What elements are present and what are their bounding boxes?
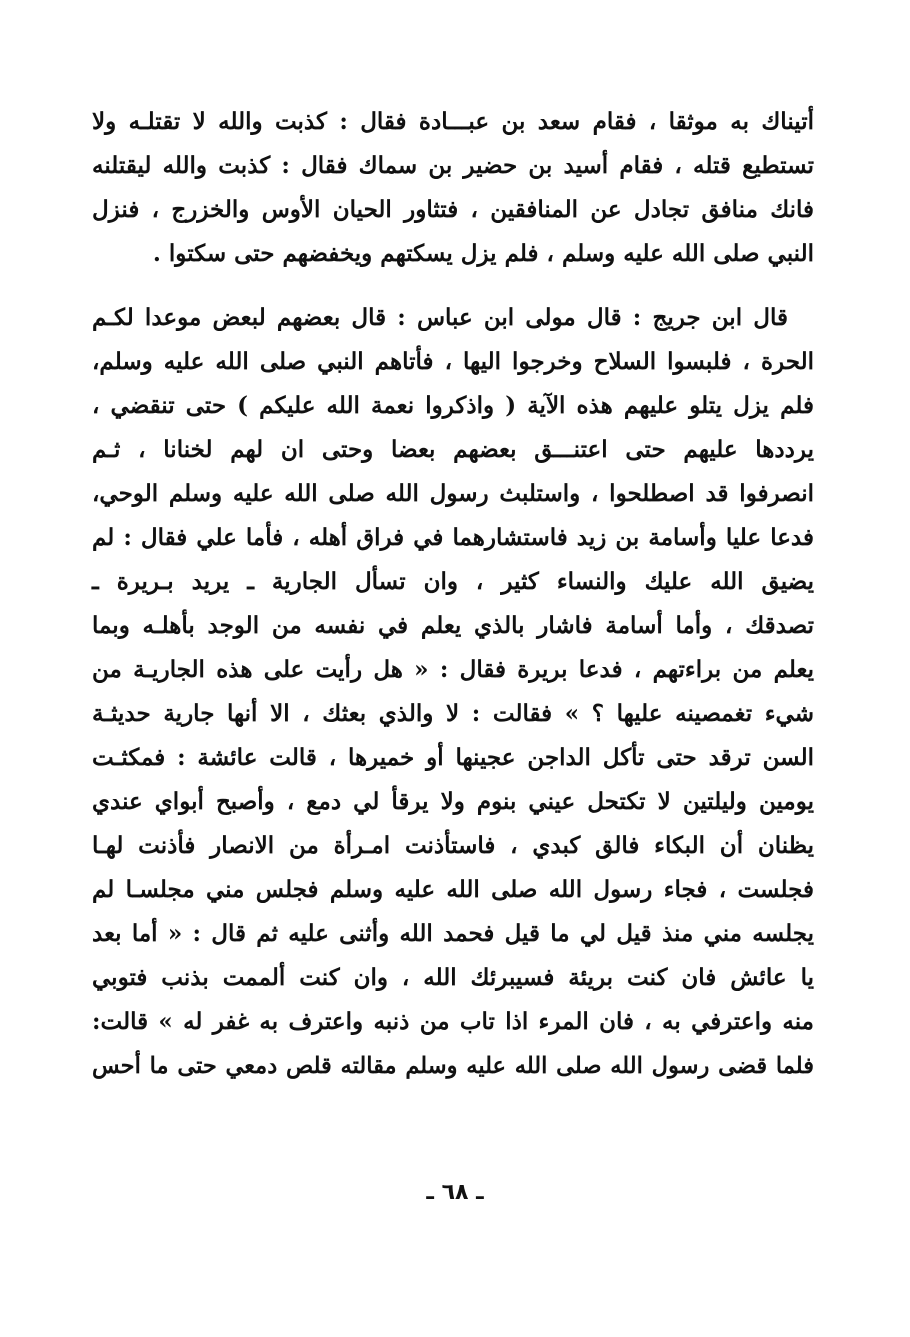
text-line: تصدقك ، وأما أسامة فاشار بالذي يعلم في نفسه من الوجد بأهلـه وبما — [92, 612, 814, 639]
text-line: منه واعترفي به ، فان المرء اذا تاب من ذنبه واعترف به غفر له » قالت: — [92, 1008, 814, 1035]
text-line: يومين وليلتين لا تكتحل عيني بنوم ولا يرقأ لي دمع ، وأصبح أبواي عندي — [92, 788, 814, 815]
text-line: يظنان أن البكاء فالق كبدي ، فاستأذنت امـرأة من الانصار فأذنت لهـا — [92, 832, 814, 859]
text-line: فدعا عليا وأسامة بن زيد فاستشارهما في فراق أهله ، فأما علي فقال : لم — [92, 524, 814, 551]
text-line: أتيناك به موثقا ، فقام سعد بن عبـــادة فقال : كذبت والله لا تقتلـه ولا — [92, 108, 814, 135]
text-line: يضيق الله عليك والنساء كثير ، وان تسأل الجارية ـ يريد بـريرة ـ — [92, 568, 814, 595]
body-text — [92, 100, 814, 1088]
text-line: الحرة ، فلبسوا السلاح وخرجوا اليها ، فأتاهم النبي صلى الله عليه وسلم، — [92, 348, 814, 375]
page-number: ـ ٦٨ ـ — [426, 1180, 484, 1205]
text-line: يا عائش فان كنت بريئة فسيبرئك الله ، وان كنت ألممت بذنب فتوبي — [92, 964, 814, 991]
text-line: النبي صلى الله عليه وسلم ، فلم يزل يسكتهم ويخفضهم حتى سكتوا . — [152, 240, 814, 267]
text-line: فلم يزل يتلو عليهم هذه الآية ( واذكروا نعمة الله عليكم ) حتى تنقضي ، — [92, 392, 814, 419]
text-line: فجلست ، فجاء رسول الله صلى الله عليه وسلم فجلس مني مجلسـا لم — [92, 876, 814, 903]
text-line: شيء تغمصينه عليها ؟ » فقالت : لا والذي بعثك ، الا أنها جارية حديثـة — [92, 700, 814, 727]
text-line: السن ترقد حتى تأكل الداجن عجينها أو خميرها ، قالت عائشة : فمكثـت — [92, 744, 814, 771]
text-line: يرددها عليهم حتى اعتنـــق بعضهم بعضا وحتى ان لهم لخنانا ، ثـم — [92, 436, 814, 463]
paragraph-2 — [92, 296, 814, 1088]
text-line: فانك منافق تجادل عن المنافقين ، فتثاور الحيان الأوس والخزرج ، فنزل — [92, 196, 814, 223]
text-line: يعلم من براءتهم ، فدعا بريرة فقال : « هل رأيت على هذه الجاريـة من — [92, 656, 814, 683]
text-line: فلما قضى رسول الله صلى الله عليه وسلم مقالته قلص دمعي حتى ما أحس — [92, 1053, 814, 1079]
text-line: يجلسه مني منذ قيل لي ما قيل فحمد الله وأثنى عليه ثم قال : « أما بعد — [92, 920, 814, 947]
text-line: تستطيع قتله ، فقام أسيد بن حضير بن سماك فقال : كذبت والله ليقتلنه — [92, 152, 814, 179]
text-line: قال ابن جريج : قال مولى ابن عباس : قال بعضهم لبعض موعدا لكـم — [92, 304, 788, 331]
paragraph-1 — [92, 100, 814, 276]
text-line: انصرفوا قد اصطلحوا ، واستلبث رسول الله صلى الله عليه وسلم الوحي، — [92, 480, 814, 507]
